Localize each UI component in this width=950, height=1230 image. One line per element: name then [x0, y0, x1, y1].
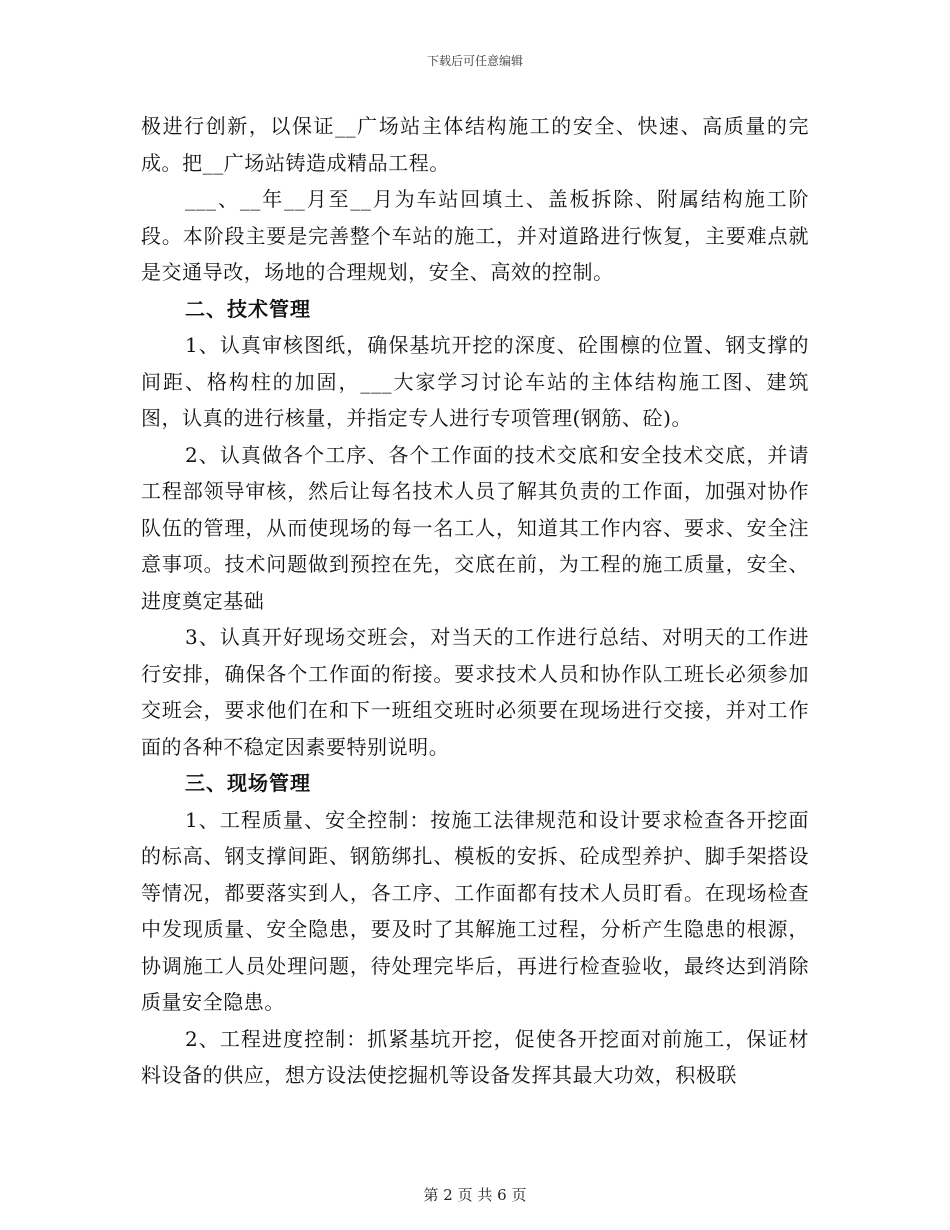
paragraph-technical-item-2: 2、认真做各个工序、各个工作面的技术交底和安全技术交底，并请工程部领导审核，然后让每名技术人员了解其负责的工作面，加强对协作队伍的管理，从而使现场的每一名工人，知道其工作内容、要求、安全注意事项。技术问题做到预控在先，交底在前，为工程的施工质量，安全、进度奠定基础 [141, 442, 809, 613]
page-footer: 第 2 页 共 6 页 [423, 1186, 527, 1204]
paragraph-site-item-1: 1、工程质量、安全控制：按施工法律规范和设计要求检查各开挖面的标高、钢支撑间距、钢筋绑扎、模板的安拆、砼成型养护、脚手架搭设等情况，都要落实到人，各工序、工作面都有技术人员盯看。在现场检查中发现质量、安全隐患，要及时了其解施工过程，分析产生隐患的根源，协调施工人员处理问题，待处理完毕后，再进行检查验收，最终达到消除质量安全隐患。 [141, 807, 809, 1014]
paragraph-site-item-2: 2、工程进度控制：抓紧基坑开挖，促使各开挖面对前施工，保证材料设备的供应，想方设法使挖掘机等设备发挥其最大功效，积极联 [141, 1026, 809, 1087]
paragraph-technical-item-3: 3、认真开好现场交班会，对当天的工作进行总结、对明天的工作进行安排，确保各个工作面的衔接。要求技术人员和协作队工班长必须参加交班会，要求他们在和下一班组交班时必须要在现场进行交接，并对工作面的各种不稳定因素要特别说明。 [141, 625, 809, 759]
paragraph-continuation: 极进行创新，以保证__广场站主体结构施工的安全、快速、高质量的完成。把__广场站铸造成精品工程。 [141, 114, 809, 175]
paragraph-technical-item-1: 1、认真审核图纸，确保基坑开挖的深度、砼围檩的位置、钢支撑的间距、格构柱的加固，___大家学习讨论车站的主体结构施工图、建筑图，认真的进行核量，并指定专人进行专项管理(钢筋、砼)。 [141, 333, 809, 430]
paragraph-stage-description: ___、__年__月至__月为车站回填土、盖板拆除、附属结构施工阶段。本阶段主要是完善整个车站的施工，并对道路进行恢复，主要难点就是交通导改，场地的合理规划，安全、高效的控制。 [141, 187, 809, 284]
document-body [141, 108, 809, 1094]
section-heading-site-management: 三、现场管理 [185, 771, 311, 795]
page-header: 下载后可任意编辑 [426, 54, 523, 68]
section-heading-technical-management: 二、技术管理 [185, 296, 311, 321]
